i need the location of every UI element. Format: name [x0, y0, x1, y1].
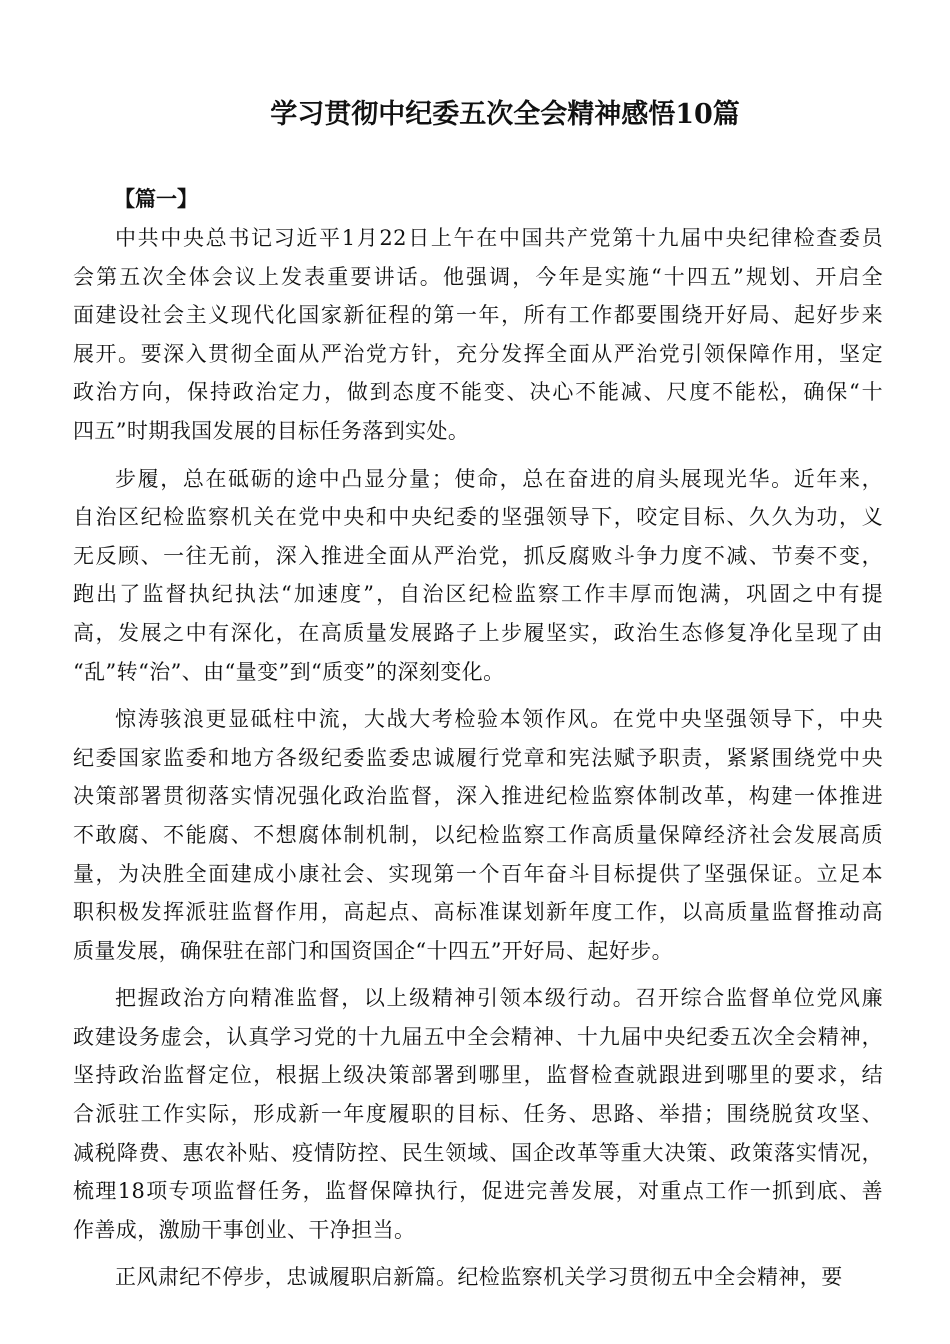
text-line: 量，为决胜全面建成小康社会、实现第一个百年奋斗目标提供了坚强保证。立足本 [73, 861, 883, 886]
text-line: 坚持政治监督定位，根据上级决策部署到哪里，监督检查就跟进到哪里的要求，结 [73, 1063, 883, 1088]
paragraph-3 [73, 700, 883, 970]
text-line: 自治区纪检监察机关在党中央和中央纪委的坚强领导下，咬定目标、久久为功，义 [73, 505, 883, 530]
text-line: 政治方向，保持政治定力，做到态度不能变、决心不能减、尺度不能松，确保“十 [73, 380, 883, 405]
text-line: 作善成，激励干事创业、干净担当。 [73, 1217, 416, 1242]
paragraph-5 [73, 1258, 883, 1297]
text-line: 高，发展之中有深化，在高质量发展路子上步履坚实，政治生态修复净化呈现了由 [73, 620, 883, 645]
text-line: 决策部署贯彻落实情况强化政治监督，深入推进纪检监察体制改革，构建一体推进 [73, 784, 883, 809]
text-line: 减税降费、惠农补贴、疫情防控、民生领域、国企改革等重大决策、政策落实情况， [73, 1140, 883, 1165]
document-body [73, 219, 883, 1306]
text-line: 合派驻工作实际，形成新一年度履职的目标、任务、思路、举措；围绕脱贫攻坚、 [73, 1102, 883, 1127]
text-line: 政建设务虚会，认真学习党的十九届五中全会精神、十九届中央纪委五次全会精神， [73, 1024, 883, 1049]
text-line: 无反顾、一往无前，深入推进全面从严治党，抓反腐败斗争力度不减、节奏不变， [73, 543, 883, 568]
text-line: 纪委国家监委和地方各级纪委监委忠诚履行党章和宪法赋予职责，紧紧围绕党中央 [73, 745, 883, 770]
text-line: 职积极发挥派驻监督作用，高起点、高标准谋划新年度工作，以高质量监督推动高 [73, 900, 883, 925]
text-line: 不敢腐、不能腐、不想腐体制机制，以纪检监察工作高质量保障经济社会发展高质 [73, 822, 883, 847]
text-line: 面建设社会主义现代化国家新征程的第一年，所有工作都要围绕开好局、起好步来 [73, 303, 883, 328]
paragraph-4 [73, 979, 883, 1249]
text-line: 中共中央总书记习近平1月22日上午在中国共产党第十九届中央纪律检查委员 [115, 226, 883, 250]
text-line: 梳理18项专项监督任务，监督保障执行，促进完善发展，对重点工作一抓到底、善 [73, 1179, 883, 1204]
text-line: 质量发展，确保驻在部门和国资国企“十四五”开好局、起好步。 [73, 938, 674, 963]
text-line: 正风肃纪不停步，忠诚履职启新篇。纪检监察机关学习贯彻五中全会精神，要 [115, 1265, 843, 1290]
text-line: 展开。要深入贯彻全面从严治党方针，充分发挥全面从严治党引领保障作用，坚定 [73, 341, 883, 366]
paragraph-1 [73, 219, 883, 451]
text-line: 四五”时期我国发展的目标任务落到实处。 [73, 418, 470, 443]
text-line: 会第五次全体会议上发表重要讲话。他强调，今年是实施“十四五”规划、开启全 [73, 264, 883, 289]
text-line: “乱”转“治”、由“量变”到“质变”的深刻变化。 [73, 659, 505, 684]
text-line: 把握政治方向精准监督，以上级精神引领本级行动。召开综合监督单位党风廉 [115, 986, 883, 1011]
section-heading: 【篇一】 [114, 186, 198, 211]
text-line: 跑出了监督执纪执法“加速度”，自治区纪检监察工作丰厚而饱满，巩固之中有提 [73, 582, 883, 607]
text-line: 惊涛骇浪更显砥柱中流，大战大考检验本领作风。在党中央坚强领导下，中央 [115, 707, 883, 732]
document-title: 学习贯彻中纪委五次全会精神感悟10篇 [270, 99, 740, 130]
text-line: 步履，总在砥砺的途中凸显分量；使命，总在奋进的肩头展现光华。近年来， [115, 466, 883, 491]
paragraph-2 [73, 460, 883, 692]
